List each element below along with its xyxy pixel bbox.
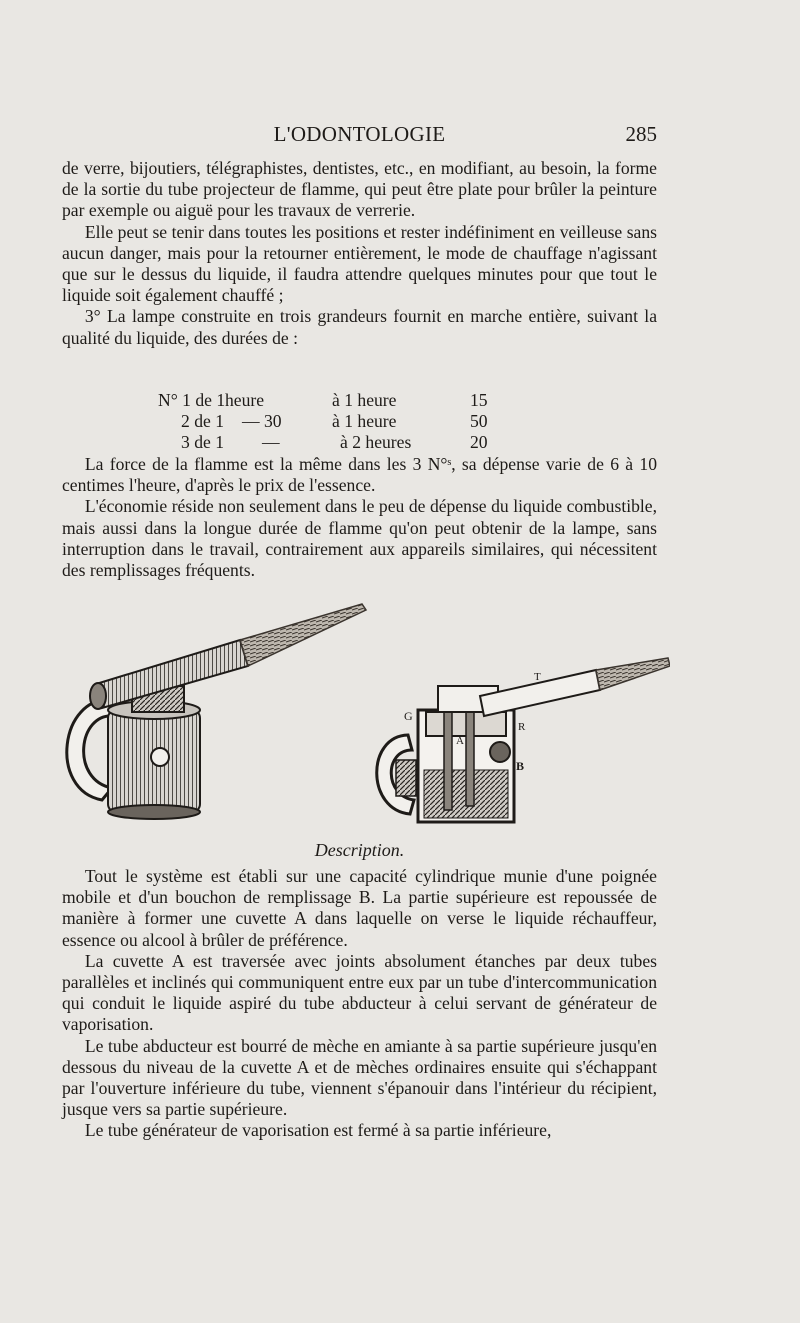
paragraph-abductor-tube: Le tube abducteur est bourré de mèche en amiante à sa partie supérieure jusqu'en dessous du niveau de la cuvette A et de mèches ordinaires ensuite qui s'échappant par l'ouverture inférieure du tube, viennent s'épanouir dans l'intérieur du récipient, jusque vers sa partie supérieure. <box>62 1035 657 1120</box>
paragraph-flame-force: La force de la flamme est la même dans les 3 N°ˢ, sa dépense varie de 6 à 10 centimes l'heure, d'après le prix de l'essence. <box>62 454 657 496</box>
duration-cell: — <box>262 432 280 453</box>
label-g: G <box>404 709 413 723</box>
lamp-illustration <box>40 600 670 835</box>
value-cell: 15 <box>470 390 488 410</box>
paragraph-continuation: de verre, bijoutiers, télégraphistes, dentistes, etc., en modifiant, au besoin, la forme de la sortie du tube projecteur de flamme, qui peut être plate pour brûler la peinture par exemple ou aiguë pour les travaux de verrerie. <box>62 158 657 221</box>
value-cell: 20 <box>470 432 488 453</box>
page-number: 285 <box>625 122 657 146</box>
paragraph-system: Tout le système est établi sur une capacité cylindrique munie d'une poignée mobile et d'un bouchon de remplissage B. La partie supérieure est repoussée de manière à former une cuvette A dans laquelle on verse le liquide réchauffeur, essence ou alcool à brûler de préférence. <box>62 866 657 950</box>
label-a: A <box>456 735 464 747</box>
duration-cell: — 30 <box>242 411 282 432</box>
paragraph-economy: L'économie réside non seulement dans le peu de dépense du liquide combustible, mais aussi dans la longue durée de flamme qu'on peut obtenir de la lampe, sans interruption dans le travail, contrairement aux appareils similaires, qui nécessitent des remplissages fréquents. <box>62 496 657 581</box>
size-cell: 3 de 1 <box>181 432 224 453</box>
paragraph-generator-tube: Le tube générateur de vaporisation est fermé à sa partie inférieure, <box>84 1120 552 1141</box>
range-cell: à 1 heure <box>332 411 397 432</box>
durations-table <box>62 390 657 454</box>
label-b: B <box>516 759 525 773</box>
range-cell: à 2 heures <box>340 432 412 453</box>
table-row <box>62 390 657 411</box>
middle-text-block <box>62 454 657 581</box>
label-t: T <box>534 671 541 683</box>
table-row <box>62 432 657 453</box>
value-cell: 50 <box>470 411 488 432</box>
size-cell: 2 de 1 <box>181 411 224 432</box>
paragraph-sizes: 3° La lampe construite en trois grandeurs fournit en marche entière, suivant la qualité du liquide, des durées de : <box>62 306 657 348</box>
blowtorch-engraving <box>40 600 670 835</box>
label-r: R <box>518 721 526 733</box>
running-header <box>62 122 657 150</box>
paragraph-positions: Elle peut se tenir dans toutes les positions et rester indéfiniment en veilleuse sans aucun danger, mais pour la retourner entièrement, le mode de chauffage n'agissant que sur le dessus du liquide, il faudra attendre quelques minutes pour que tout le liquide soit également chauffé ; <box>62 221 657 306</box>
bottom-text-block <box>62 866 657 1142</box>
lamp-section-figure <box>377 658 670 822</box>
top-text-block <box>62 158 657 349</box>
figure-caption: Description. <box>314 840 405 860</box>
paragraph-cuvette: La cuvette A est traversée avec joints absolument étanches par deux tubes parallèles et inclinés qui communiquent entre eux par un tube d'intercommunication qui conduit le liquide aspiré du tube abducteur à celui servant de générateur de vaporisation. <box>62 950 657 1035</box>
table-row <box>62 411 657 432</box>
range-cell: à 1 heure <box>332 390 397 410</box>
lamp-exterior-figure <box>67 604 366 819</box>
running-title: L'ODONTOLOGIE <box>273 122 446 146</box>
duration-cell: heure <box>225 390 265 410</box>
size-cell: N° 1 de 1 <box>158 390 226 410</box>
